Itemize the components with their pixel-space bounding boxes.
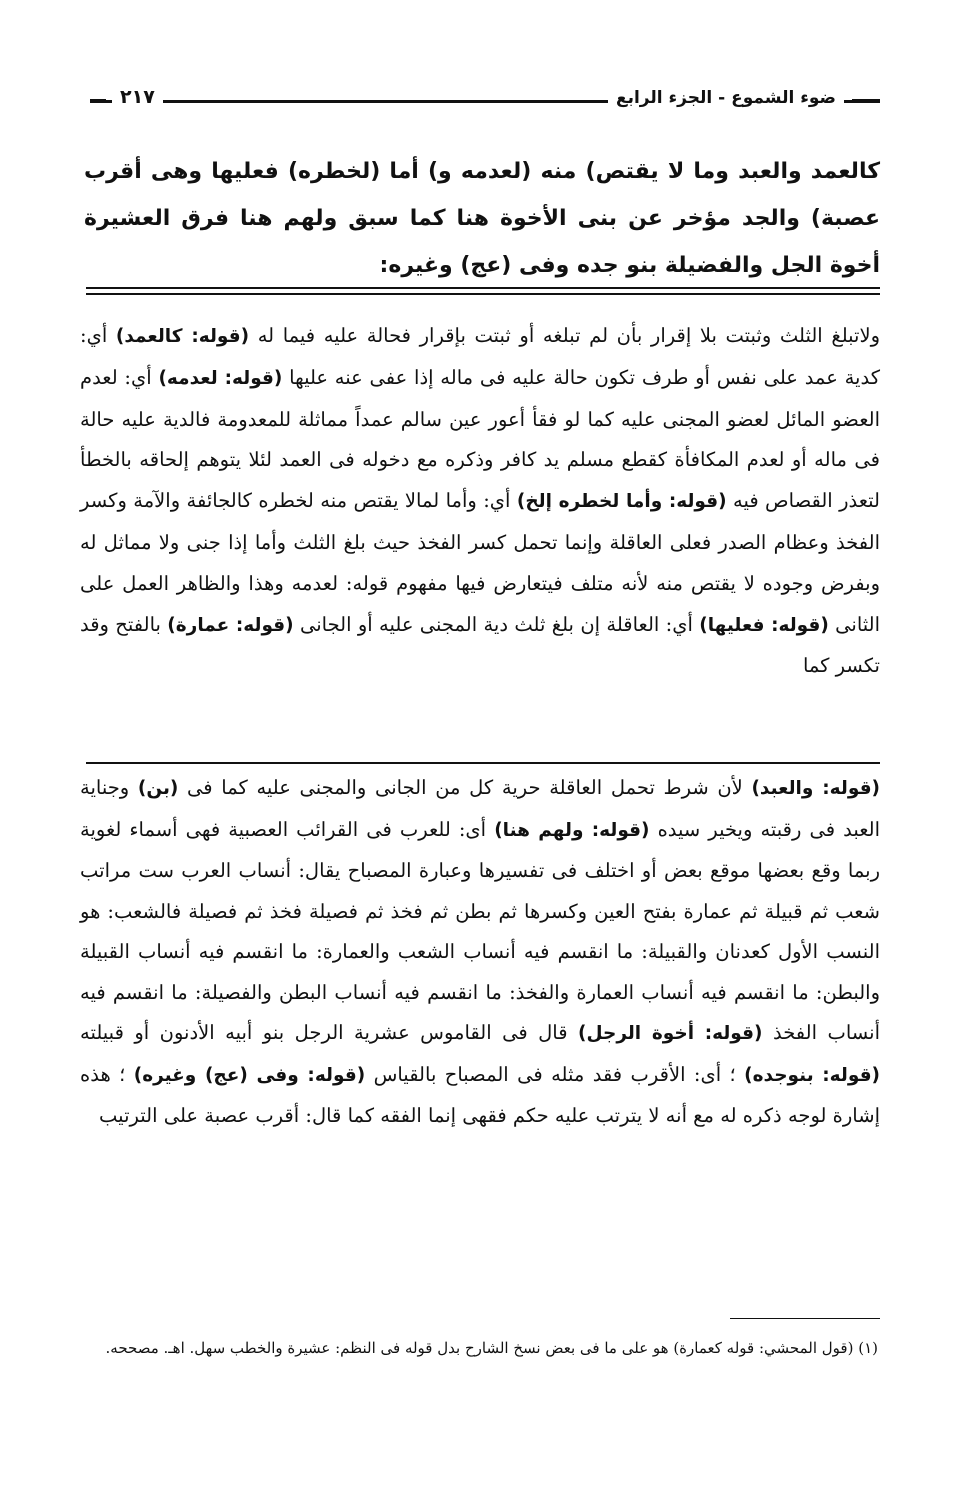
matn-paragraph: كالعمد والعبد وما لا يقتص) منه (لعدمه و) أما (لخطره) فعليها وهى أقرب عصبة) والجد مؤخر عن بنى الأخوة هنا كما سبق ولهم هنا فرق العشيرة أخوة الجل والفضيلة بنو جده وفى (عج) وغيره:	[84, 159, 880, 278]
sharh-keyword: (قوله: وأما لخطره إلخ)	[516, 491, 727, 513]
hashiya-keyword: (قوله: ولهم هنا)	[494, 819, 650, 841]
hashiya-paragraph	[80, 768, 880, 1137]
hashiya-text: لأن شرط تحمل العاقلة حرية كل من الجانى والمجنى عليه كما فى	[187, 776, 743, 799]
hashiya-keyword: (قوله: وفى (عج) وغيره)	[133, 1064, 366, 1086]
hashiya-text: قال فى القاموس عشرية الرجل بنو أبيه الأدنون أو قبيلته	[80, 1021, 568, 1044]
sharh-keyword: (قوله: فعليها)	[699, 614, 829, 636]
hashiya-keyword: (قوله: والعبد)	[751, 778, 881, 799]
sharh-keyword: (قوله: عمارة)	[167, 614, 294, 636]
hashiya-keyword: (قوله: بنوجده)	[744, 1064, 881, 1086]
header-dash-left	[90, 99, 106, 103]
running-header	[90, 84, 880, 124]
sharh-paragraph	[80, 316, 880, 687]
sharh-text: ولاتبلغ الثلث وثبتت بلا إقرار بأن لم تبلغه أو ثبتت بإقرار فحالة عليه فيما له	[257, 324, 881, 347]
sharh-text: أي: العاقلة إن بلغ ثلث دية المجنى عليه أو الجانى	[299, 612, 693, 636]
hashiya-text: وجناية العبد فى رقبته ويخير سيده	[80, 776, 881, 841]
header-dash-right	[852, 99, 880, 103]
sharh-text: أي: لعدم العضو المائل لعضو المجنى عليه كما لو فقأ أعور عين سالم عمداً مماثلة للمعدومة فالدية عليه حالة فى ماله أو لعدم المكافأة كقطع مسلم يد كافر وذكره مع دخوله فى العمد لئلا يتوهم إلحاقه بالخطأ لتعذر القصاص فيه	[80, 365, 880, 513]
hashiya-text: أى: للعرب فى القرائب العصبية فهى أسماء لغوية ربما وقع بعضها موقع بعض أو اختلف فى تفسيرها وعبارة المصباح يقال: أنساب العرب ست مراتب شعب ثم قبيلة ثم عمارة بفتح العين وكسرها ثم بطن ثم فخذ ثم فصيلة فخذ ثم فصيلة فالشعب: هو النسب الأول كعدنان والقبيلة: ما انقسم فيه أنساب الشعب والعمارة: ما انقسم فيه أنساب القبيلة والبطن: ما انقسم فيه أنساب العمارة والفخذ: ما انقسم فيه أنساب البطن والفصيلة: ما انقسم فيه أنساب الفخذ	[80, 817, 880, 1044]
hashiya-text: ؛ أى: الأقرب فقد مثله فى المصباح بالقياس	[373, 1062, 736, 1086]
page-number: ٢١٧	[112, 86, 163, 108]
sharh-text: بالفتح وقد تكسر كما	[80, 612, 880, 678]
footnote-block	[88, 1332, 878, 1364]
footnote-text: (١) (قول المحشي: قوله كعمارة) هو على ما فى بعض نسخ الشارح بدل قوله فى النظم: عشيرة والخطب سهل. اهـ. مصححه.	[105, 1339, 878, 1357]
matn-text-block	[84, 148, 880, 289]
sharh-keyword: (قوله: كالعمد)	[115, 326, 250, 347]
hashiya-separator-rule	[86, 762, 880, 764]
sharh-text: أي: وأما لمالا يقتص منه لخطره كالجائفة والآمة وكسر الفخذ وعظام الصدر فعلى العاقلة وإنما تحمل كسر الفخذ حيث بلغ الثلث وأما إذا جنى ولا مماثل له وبفرض وجوده لا يقتص منه لأنه متلف فيتعارض فيها مفهوم قوله: لعدمه وهذا والظاهر العمل على الثانى	[80, 489, 881, 636]
footnote-rule	[730, 1318, 880, 1319]
sharh-keyword: (قوله: لعدمه)	[158, 367, 283, 389]
hashiya-keyword: (بن)	[137, 778, 179, 799]
book-title: ضوء الشموع - الجزء الرابع	[608, 88, 844, 108]
hashiya-keyword: (قوله: أخوة الرجل)	[578, 1023, 763, 1044]
hashiya-text: ؛ هذه إشارة لوجه ذكره له مع أنه لا يترتب عليه حكم فقهى إنما الفقه كما قال: أقرب عصبة على الترتيب	[80, 1062, 880, 1127]
sharh-text: أي: كدية عمد على نفس أو طرف تكون حالة عليه فى ماله إذا عفى عنه عليها	[80, 324, 880, 389]
hashiya-gloss-block	[80, 768, 880, 1137]
sharh-commentary-block	[80, 316, 880, 687]
matn-double-rule	[86, 287, 880, 295]
